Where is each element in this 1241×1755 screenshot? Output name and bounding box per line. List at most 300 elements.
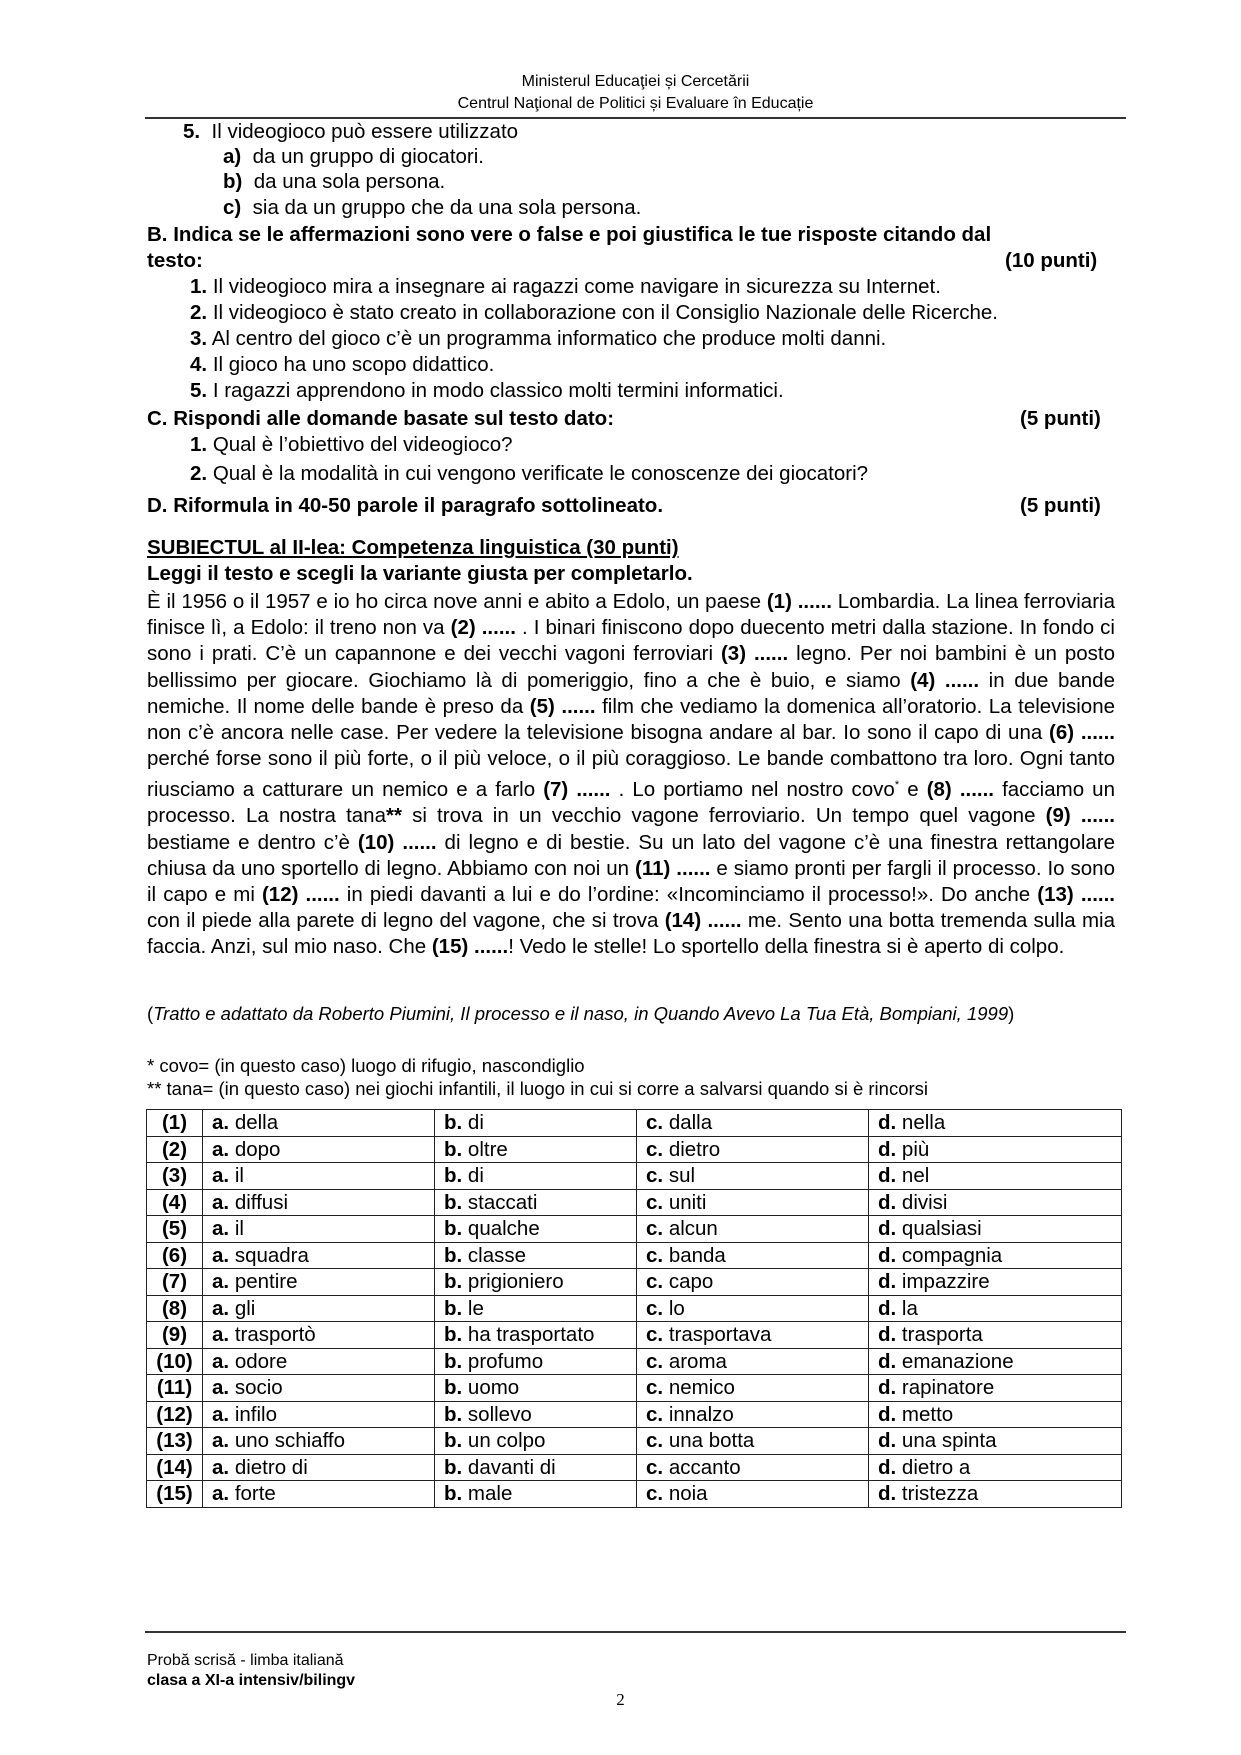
option-letter: c. <box>646 1111 664 1135</box>
passage-text: me. Sento una botta tremenda sulla mia faccia. Anzi, sul mio naso. Che <box>147 909 1115 959</box>
option-a <box>203 1348 435 1375</box>
options-row <box>147 1295 1122 1322</box>
header-divider <box>145 117 1126 119</box>
passage-text: Lombardia. La linea ferroviaria finisce lì, a Edolo: il treno non va <box>147 590 1115 640</box>
statement-item <box>190 379 784 403</box>
option-b <box>435 1295 637 1322</box>
option-letter: b. <box>444 1164 463 1188</box>
options-row <box>147 1401 1122 1428</box>
option-text: dietro di <box>234 1455 308 1479</box>
option-text: forte <box>234 1482 276 1506</box>
blank-marker: (10) ...... <box>357 830 437 854</box>
option-a <box>203 1401 435 1428</box>
option-text: compagnia <box>901 1243 1003 1267</box>
option-b <box>435 1348 637 1375</box>
option-text: trasportò <box>234 1323 316 1347</box>
option-letter: c. <box>646 1190 664 1214</box>
option-d <box>869 1375 1122 1402</box>
section-b-points: (10 punti) <box>1005 249 1098 272</box>
passage-text: e <box>899 778 927 802</box>
item-text: Il gioco ha uno scopo didattico. <box>212 353 495 376</box>
option-text: dalla <box>668 1111 713 1135</box>
options-row <box>147 1375 1122 1402</box>
option-text: da un gruppo di giocatori. <box>252 145 484 168</box>
blank-number: (7) <box>147 1269 203 1296</box>
blank-number: (8) <box>147 1295 203 1322</box>
blank-number: (3) <box>147 1163 203 1190</box>
footnote-covo: * covo= (in questo caso) luogo di rifugio, nascondiglio <box>147 1055 585 1076</box>
option-text: della <box>234 1111 279 1135</box>
option-letter: a. <box>212 1190 230 1214</box>
option-d <box>869 1348 1122 1375</box>
blank-number: (9) <box>147 1322 203 1349</box>
option-text: trasporta <box>901 1323 983 1347</box>
option-c <box>637 1454 869 1481</box>
passage-text: in due bande nemiche. Il nome delle bande è preso da <box>147 668 1115 718</box>
option-letter: b. <box>444 1349 463 1373</box>
option-b <box>435 1189 637 1216</box>
option-text: metto <box>901 1402 954 1426</box>
option-b <box>435 1216 637 1243</box>
option-text: divisi <box>901 1190 948 1214</box>
blank-marker: (5) ...... <box>529 694 596 718</box>
option-a <box>203 1428 435 1455</box>
option-b <box>435 1481 637 1508</box>
option-text: pentire <box>234 1270 298 1294</box>
section-b-instruction-cont: testo: <box>147 249 203 272</box>
option-b <box>435 1375 637 1402</box>
instruction-text: Riformula in 40-50 parole il paragrafo sottolineato. <box>173 494 664 517</box>
passage-text: . Lo portiamo nel nostro covo <box>610 778 895 802</box>
options-row <box>147 1269 1122 1296</box>
option-letter: a. <box>212 1455 230 1479</box>
option-letter: d. <box>878 1190 897 1214</box>
option-text: qualche <box>467 1217 540 1241</box>
option-a <box>203 1375 435 1402</box>
option-letter: a. <box>212 1323 230 1347</box>
passage-text: . I binari finiscono dopo duecento metri dalla stazione. In fondo ci sono i prati. C’è un capannone e dei vecchi vagoni ferroviari <box>147 616 1115 666</box>
blank-number: (4) <box>147 1189 203 1216</box>
option-text: prigioniero <box>467 1270 564 1294</box>
option-c <box>637 1216 869 1243</box>
option-text: sollevo <box>467 1402 532 1426</box>
option-text: una botta <box>668 1429 755 1453</box>
option-c <box>637 1481 869 1508</box>
option-a <box>203 1454 435 1481</box>
instruction-text: Rispondi alle domande basate sul testo dato: <box>173 407 615 430</box>
option-letter: d. <box>878 1296 897 1320</box>
option-letter: b. <box>444 1376 463 1400</box>
question-number: 5. <box>183 120 201 143</box>
section-d-instruction <box>147 494 663 518</box>
footer-divider <box>145 1631 1126 1633</box>
option-letter: d. <box>878 1111 897 1135</box>
option-c <box>637 1189 869 1216</box>
option-letter: d. <box>878 1243 897 1267</box>
item-number: 3. <box>190 327 208 350</box>
option-letter: c. <box>646 1402 664 1426</box>
option-letter: c. <box>646 1455 664 1479</box>
blank-marker: (2) ...... <box>450 616 516 640</box>
statement-item <box>190 353 494 377</box>
option-d <box>869 1322 1122 1349</box>
passage-text: con il piede alla parete di legno del vagone, che si trova <box>147 909 665 933</box>
option-c <box>637 1401 869 1428</box>
footer-class: clasa a XI-a intensiv/bilingv <box>147 1672 356 1689</box>
option-letter: b. <box>444 1429 463 1453</box>
blank-number: (11) <box>147 1375 203 1402</box>
option-text: gli <box>234 1296 256 1320</box>
cloze-passage <box>147 589 1115 961</box>
option-letter: a. <box>212 1137 230 1161</box>
option-letter: b. <box>444 1137 463 1161</box>
blank-number: (14) <box>147 1454 203 1481</box>
section-c-points: (5 punti) <box>1020 407 1101 430</box>
option-text: profumo <box>467 1349 544 1373</box>
option-letter: a. <box>212 1296 230 1320</box>
option-a <box>203 1189 435 1216</box>
option-letter: a. <box>212 1429 230 1453</box>
option-letter: c. <box>646 1429 664 1453</box>
option-b <box>435 1163 637 1190</box>
option-b <box>223 170 445 194</box>
option-text: la <box>901 1296 918 1320</box>
option-d <box>869 1136 1122 1163</box>
blank-marker: (7) ...... <box>543 778 611 802</box>
option-letter: c) <box>223 196 242 219</box>
item-number: 5. <box>190 379 208 402</box>
option-letter: b) <box>223 170 243 193</box>
option-text: male <box>467 1482 513 1506</box>
section-c-instruction <box>147 407 614 431</box>
option-text: uniti <box>668 1190 707 1214</box>
passage-text: in piedi davanti a lui e do l’ordine: «Incominciamo il processo!». Do anche <box>339 883 1038 907</box>
option-d <box>869 1189 1122 1216</box>
blank-number: (10) <box>147 1348 203 1375</box>
option-letter: a. <box>212 1164 230 1188</box>
options-row <box>147 1110 1122 1137</box>
option-letter: c. <box>646 1323 664 1347</box>
footnote-tana: ** tana= (in questo caso) nei giochi infantili, il luogo in cui si corre a salvarsi quando si è rincorsi <box>147 1078 929 1099</box>
option-letter: d. <box>878 1376 897 1400</box>
option-letter: c. <box>646 1376 664 1400</box>
option-c <box>637 1295 869 1322</box>
option-c <box>637 1269 869 1296</box>
passage-text: facciamo un processo. La nostra tana <box>147 778 1115 828</box>
option-text: da una sola persona. <box>253 170 446 193</box>
option-d <box>869 1454 1122 1481</box>
passage-text: e siamo pronti per fargli il processo. Io sono il capo e mi <box>147 856 1115 907</box>
passage-text: ! Vedo le stelle! Lo sportello della finestra si è aperto di colpo. <box>508 935 1065 959</box>
options-table <box>146 1109 1122 1508</box>
item-text: Il videogioco è stato creato in collaborazione con il Consiglio Nazionale delle Ricerche. <box>212 301 998 324</box>
option-letter: b. <box>444 1296 463 1320</box>
header-center: Centrul Naţional de Politici și Evaluare în Educație <box>457 95 814 112</box>
section-b-instruction <box>147 223 991 247</box>
option-letter: b. <box>444 1270 463 1294</box>
item-text: Il videogioco mira a insegnare ai ragazzi come navigare in sicurezza su Internet. <box>212 275 941 298</box>
blank-number: (6) <box>147 1242 203 1269</box>
passage-text: si trova in un vecchio vagone ferroviario. Un tempo quel vagone <box>401 804 1046 828</box>
option-letter: c. <box>646 1482 664 1506</box>
options-row <box>147 1481 1122 1508</box>
item-number: 2. <box>190 462 208 485</box>
option-letter: b. <box>444 1190 463 1214</box>
option-text: squadra <box>234 1243 309 1267</box>
option-text: banda <box>668 1243 726 1267</box>
option-letter: c. <box>646 1296 664 1320</box>
option-b <box>435 1136 637 1163</box>
option-d <box>869 1216 1122 1243</box>
blank-number: (1) <box>147 1110 203 1137</box>
option-b <box>435 1428 637 1455</box>
options-row <box>147 1454 1122 1481</box>
passage-text: film che vediamo la domenica all’oratorio. La televisione non c’è ancora nelle case. Per vedere la televisione bisogna andare al bar. Io sono il capo di una <box>147 694 1115 745</box>
option-letter: a. <box>212 1243 230 1267</box>
blank-marker: (14) ...... <box>664 909 742 933</box>
option-b <box>435 1401 637 1428</box>
option-text: trasportava <box>668 1323 772 1347</box>
option-text: una spinta <box>901 1429 997 1453</box>
option-text: nella <box>901 1111 946 1135</box>
blank-marker: (6) ...... <box>1049 721 1115 745</box>
blank-marker: (3) ...... <box>720 642 789 666</box>
option-c <box>637 1242 869 1269</box>
footnote-marker: * <box>894 779 900 792</box>
option-letter: b. <box>444 1323 463 1347</box>
option-letter: d. <box>878 1402 897 1426</box>
section-label: D. <box>147 494 168 517</box>
option-letter: c. <box>646 1217 664 1241</box>
blank-number: (2) <box>147 1136 203 1163</box>
blank-marker: (1) ...... <box>766 590 832 613</box>
option-d <box>869 1163 1122 1190</box>
options-row <box>147 1216 1122 1243</box>
passage-text: bestiame e dentro c’è <box>147 830 358 854</box>
instruction-text: Indica se le affermazioni sono vere o false e poi giustifica le tue risposte citando dal <box>173 223 992 246</box>
option-letter: d. <box>878 1482 897 1506</box>
statement-item <box>190 275 941 299</box>
option-text: socio <box>234 1376 283 1400</box>
option-d <box>869 1269 1122 1296</box>
option-c <box>637 1322 869 1349</box>
header-ministry: Ministerul Educaţiei și Cercetării <box>521 73 750 90</box>
option-a <box>203 1136 435 1163</box>
footer-exam-type: Probă scrisă - limba italiană <box>147 1652 344 1669</box>
option-c <box>223 196 641 220</box>
option-text: nemico <box>668 1376 735 1400</box>
option-b <box>435 1110 637 1137</box>
option-letter: c. <box>646 1164 664 1188</box>
item-text: I ragazzi apprendono in modo classico molti termini informatici. <box>212 379 784 402</box>
option-text: oltre <box>467 1137 508 1161</box>
option-letter: c. <box>646 1243 664 1267</box>
option-letter: a. <box>212 1270 230 1294</box>
question-text: Il videogioco può essere utilizzato <box>211 120 519 143</box>
question-item <box>190 433 513 457</box>
option-text: ha trasportato <box>467 1323 595 1347</box>
blank-marker: ** <box>386 804 402 828</box>
page-number: 2 <box>616 1690 625 1709</box>
options-row <box>147 1136 1122 1163</box>
option-text: sul <box>668 1164 696 1188</box>
option-letter: b. <box>444 1243 463 1267</box>
option-c <box>637 1428 869 1455</box>
option-text: classe <box>467 1243 527 1267</box>
option-letter: b. <box>444 1402 463 1426</box>
option-text: dietro <box>668 1137 721 1161</box>
option-a <box>223 145 484 169</box>
option-text: rapinatore <box>901 1376 995 1400</box>
option-text: alcun <box>668 1217 718 1241</box>
source-citation: (Tratto e adattato da Roberto Piumini, Il processo e il naso, in Quando Avevo La Tua Età, Bompiani, 1999) <box>147 1003 1015 1024</box>
option-b <box>435 1269 637 1296</box>
section-label: B. <box>147 223 168 246</box>
option-a <box>203 1322 435 1349</box>
blank-marker: (8) ...... <box>926 778 994 802</box>
option-letter: d. <box>878 1323 897 1347</box>
option-letter: d. <box>878 1429 897 1453</box>
option-text: davanti di <box>467 1455 556 1479</box>
option-b <box>435 1322 637 1349</box>
option-text: un colpo <box>467 1429 546 1453</box>
option-text: emanazione <box>901 1349 1014 1373</box>
question-5 <box>183 120 518 144</box>
option-letter: c. <box>646 1137 664 1161</box>
blank-number: (12) <box>147 1401 203 1428</box>
option-letter: a. <box>212 1217 230 1241</box>
option-text: tristezza <box>901 1482 979 1506</box>
option-d <box>869 1295 1122 1322</box>
option-text: capo <box>668 1270 714 1294</box>
blank-marker: (11) ...... <box>635 856 711 880</box>
option-text: innalzo <box>668 1402 734 1426</box>
option-letter: d. <box>878 1349 897 1373</box>
options-row <box>147 1348 1122 1375</box>
option-text: sia da un gruppo che da una sola persona. <box>252 196 642 219</box>
option-text: dopo <box>234 1137 281 1161</box>
option-text: di <box>467 1164 484 1188</box>
item-number: 1. <box>190 275 208 298</box>
option-letter: c. <box>646 1349 664 1373</box>
source-text: Tratto e adattato da Roberto Piumini, Il processo e il naso, in Quando Avevo La Tua Età, Bompiani, 1999 <box>153 1003 1009 1024</box>
option-text: staccati <box>467 1190 538 1214</box>
section-d-points: (5 punti) <box>1020 494 1101 517</box>
option-c <box>637 1348 869 1375</box>
option-text: noia <box>668 1482 708 1506</box>
option-text: infilo <box>234 1402 277 1426</box>
option-d <box>869 1110 1122 1137</box>
option-letter: b. <box>444 1482 463 1506</box>
option-c <box>637 1136 869 1163</box>
question-item <box>190 462 868 486</box>
option-text: dietro a <box>901 1455 971 1479</box>
option-text: il <box>234 1164 244 1188</box>
blank-marker: (4) ...... <box>910 668 980 692</box>
statement-item <box>190 327 886 351</box>
options-row <box>147 1428 1122 1455</box>
subject-2-instruction: Leggi il testo e scegli la variante giusta per completarlo. <box>147 562 693 585</box>
passage-text: È il 1956 o il 1957 e io ho circa nove anni e abito a Edolo, un paese <box>147 590 767 613</box>
option-letter: d. <box>878 1455 897 1479</box>
option-text: lo <box>668 1296 685 1320</box>
blank-marker: (12) ...... <box>261 883 340 907</box>
option-text: odore <box>234 1349 288 1373</box>
option-a <box>203 1242 435 1269</box>
option-text: più <box>901 1137 930 1161</box>
option-letter: a. <box>212 1402 230 1426</box>
item-number: 2. <box>190 301 208 324</box>
item-text: Qual è l’obiettivo del videogioco? <box>212 433 513 456</box>
option-c <box>637 1110 869 1137</box>
option-a <box>203 1481 435 1508</box>
option-a <box>203 1269 435 1296</box>
item-text: Qual è la modalità in cui vengono verificate le conoscenze dei giocatori? <box>212 462 869 485</box>
item-number: 4. <box>190 353 208 376</box>
option-letter: b. <box>444 1111 463 1135</box>
option-d <box>869 1481 1122 1508</box>
option-a <box>203 1295 435 1322</box>
option-letter: b. <box>444 1455 463 1479</box>
item-text: Al centro del gioco c’è un programma informatico che produce molti danni. <box>211 327 887 350</box>
option-letter: a) <box>223 145 242 168</box>
option-a <box>203 1110 435 1137</box>
option-text: accanto <box>668 1455 741 1479</box>
option-d <box>869 1401 1122 1428</box>
passage-text: legno. Per noi bambini è un posto bellissimo per giocare. Giochiamo là di pomeriggio, fino a che è buio, e siamo <box>147 642 1115 692</box>
option-b <box>435 1454 637 1481</box>
option-text: diffusi <box>234 1190 288 1214</box>
option-text: uno schiaffo <box>234 1429 345 1453</box>
blank-number: (15) <box>147 1481 203 1508</box>
option-a <box>203 1163 435 1190</box>
option-d <box>869 1428 1122 1455</box>
option-text: il <box>234 1217 244 1241</box>
option-letter: a. <box>212 1111 230 1135</box>
option-text: qualsiasi <box>901 1217 982 1241</box>
option-text: le <box>467 1296 484 1320</box>
option-letter: d. <box>878 1217 897 1241</box>
options-row <box>147 1189 1122 1216</box>
option-letter: a. <box>212 1349 230 1373</box>
option-text: impazzire <box>901 1270 990 1294</box>
blank-number: (5) <box>147 1216 203 1243</box>
option-c <box>637 1163 869 1190</box>
option-c <box>637 1375 869 1402</box>
option-letter: d. <box>878 1270 897 1294</box>
option-letter: a. <box>212 1482 230 1506</box>
section-label: C. <box>147 407 168 430</box>
option-a <box>203 1216 435 1243</box>
blank-marker: (9) ...... <box>1045 804 1115 828</box>
option-d <box>869 1242 1122 1269</box>
option-letter: a. <box>212 1376 230 1400</box>
option-text: nel <box>901 1164 930 1188</box>
option-text: aroma <box>668 1349 727 1373</box>
item-number: 1. <box>190 433 208 456</box>
blank-marker: (13) ...... <box>1037 883 1116 907</box>
statement-item <box>190 301 998 325</box>
options-row <box>147 1163 1122 1190</box>
options-row <box>147 1322 1122 1349</box>
option-letter: d. <box>878 1137 897 1161</box>
options-row <box>147 1242 1122 1269</box>
option-letter: d. <box>878 1164 897 1188</box>
passage-text: di legno e di bestie. Su un lato del vagone c’è una finestra rettangolare chiusa da uno sportello di legno. Abbiamo con noi un <box>147 830 1116 880</box>
blank-marker: (15) ...... <box>431 935 509 959</box>
option-b <box>435 1242 637 1269</box>
subject-2-title-text: SUBIECTUL al II-lea: Competenza linguistica (30 punti) <box>147 536 679 559</box>
